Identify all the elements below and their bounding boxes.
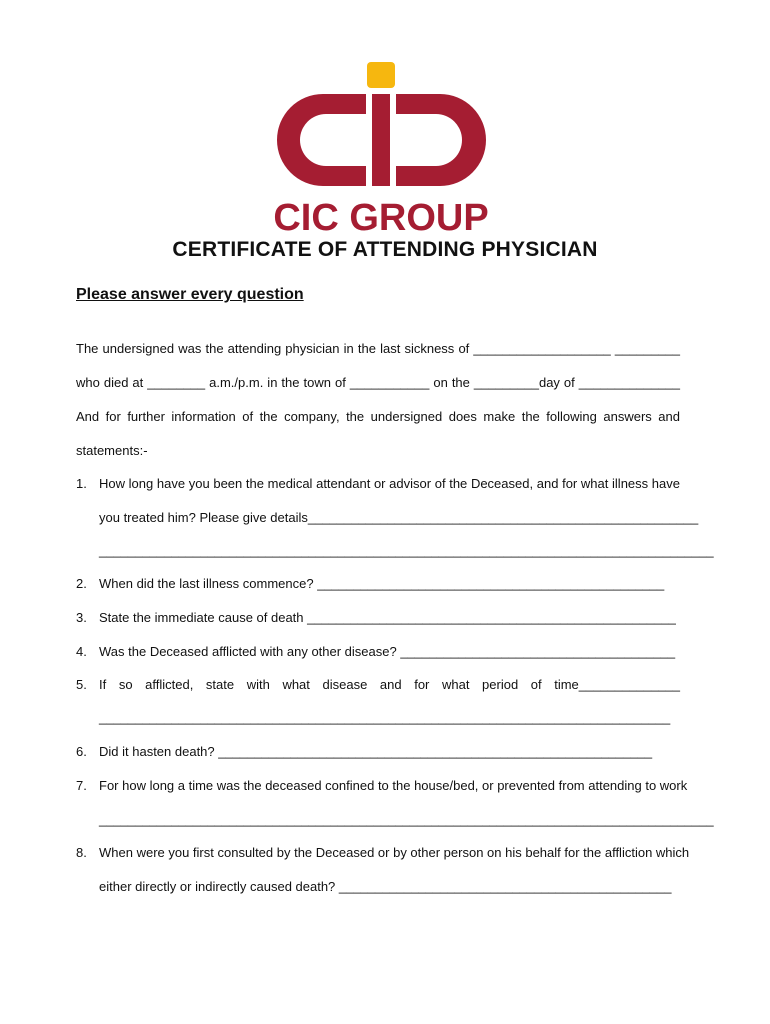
answer-blank[interactable]: _______________________________________________________________________________ xyxy=(99,710,671,725)
question-text[interactable]: State the immediate cause of death ___________________________________________________ xyxy=(99,610,676,625)
logo-left-arc xyxy=(277,94,366,186)
answer-blank[interactable]: _____________________________________________________________________________________ xyxy=(99,543,714,558)
question-text[interactable]: Was the Deceased afflicted with any other disease? ______________________________________ xyxy=(99,644,676,659)
question-number: 8. xyxy=(76,845,87,860)
page-subtitle: Please answer every question xyxy=(76,286,304,303)
question-number: 1. xyxy=(76,476,87,491)
question-number: 4. xyxy=(76,644,87,659)
question-text: How long have you been the medical attendant or advisor of the Deceased, and for what illness have xyxy=(99,476,680,491)
cic-group-logo xyxy=(268,58,498,238)
logo-stem xyxy=(372,94,390,186)
page-title: CERTIFICATE OF ATTENDING PHYSICIAN xyxy=(172,238,598,261)
logo-right-arc xyxy=(396,94,486,186)
question-continuation[interactable]: either directly or indirectly caused death? ______________________________________________ xyxy=(99,879,672,894)
answer-blank[interactable]: _____________________________________________________________________________________ xyxy=(99,812,714,827)
question-text: For how long a time was the deceased confined to the house/bed, or prevented from attending to work xyxy=(99,778,688,793)
question-number: 7. xyxy=(76,778,87,793)
logo-wordmark: CIC GROUP xyxy=(273,197,489,238)
logo-dot xyxy=(367,62,395,88)
question-text[interactable]: When did the last illness commence? ________________________________________________ xyxy=(99,576,665,591)
question-continuation[interactable]: you treated him? Please give details______________________________________________________ xyxy=(99,510,699,525)
intro-line-1: The undersigned was the attending physician in the last sickness of ___________________ _________ xyxy=(76,341,680,356)
intro-line-2: who died at ________ a.m./p.m. in the town of ___________ on the _________day of ______________ xyxy=(76,375,680,390)
intro-line-4: statements:- xyxy=(76,443,148,458)
question-number: 6. xyxy=(76,744,87,759)
question-number: 5. xyxy=(76,677,87,692)
question-text[interactable]: Did it hasten death? ____________________________________________________________ xyxy=(99,744,653,759)
intro-line-3: And for further information of the company, the undersigned does make the following answers and xyxy=(76,409,680,424)
question-number: 2. xyxy=(76,576,87,591)
question-number: 3. xyxy=(76,610,87,625)
question-text[interactable]: If so afflicted, state with what disease and for what period of time______________ xyxy=(99,677,680,692)
question-text: When were you first consulted by the Deceased or by other person on his behalf for the affliction which xyxy=(99,845,690,860)
